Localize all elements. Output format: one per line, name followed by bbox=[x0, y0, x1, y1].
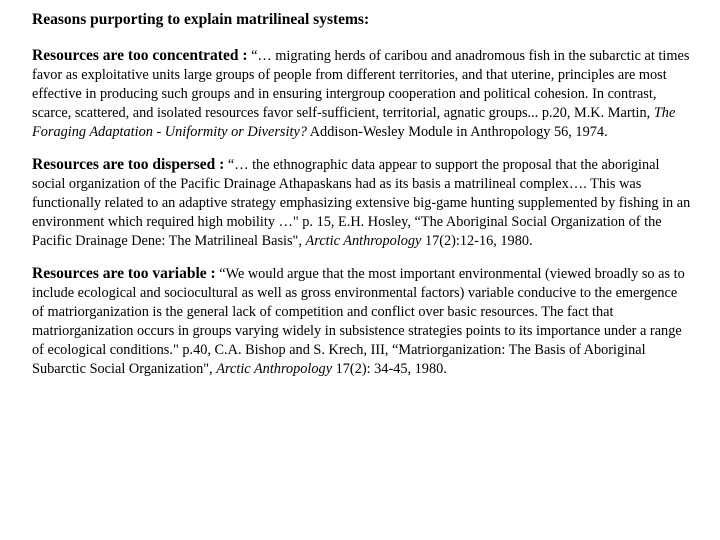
section-heading-dispersed: Resources are too dispersed : bbox=[32, 156, 225, 173]
section-dispersed bbox=[32, 155, 692, 251]
citation-source-concentrated: Addison-Wesley Module in Anthropology 56, 1974. bbox=[306, 124, 608, 140]
citation-source-variable: 17(2): 34-45, 1980. bbox=[332, 361, 447, 377]
section-body-variable: “We would argue that the most important environmental (viewed broadly so as to include ecological and sociocultural as well as gross environmental factors) variable conducive to the emergence of matriorganization is the general lack of competition and conflict over basic resources. The fact that matriorganization occurs in groups varying widely in subsistence strategies points to its importance under a range of ecological conditions." p.40, C.A. Bishop and S. Krech, III, “Matriorganization: The Basis of Aboriginal Subarctic Social Organization", bbox=[32, 266, 685, 377]
citation-title-concentrated: The Foraging Adaptation - Uniformity or Diversity? bbox=[32, 105, 676, 140]
citation-source-dispersed: 17(2):12-16, 1980. bbox=[421, 233, 533, 249]
section-heading-variable: Resources are too variable : bbox=[32, 265, 216, 282]
citation-journal-variable: Arctic Anthropology bbox=[216, 361, 333, 377]
section-heading-concentrated: Resources are too concentrated : bbox=[32, 47, 248, 64]
page-title: Reasons purporting to explain matrilineal systems: bbox=[32, 11, 370, 28]
section-variable bbox=[32, 264, 692, 379]
section-body-concentrated: “… migrating herds of caribou and anadromous fish in the subarctic at times favor as exploitative units large groups of people from different territories, and that uterine, principles are most effective in producing such groups and in ensuring intergroup cooperation and political cohesion. In contrast, scarce, scattered, and isolated resources favor self-sufficient, territorial, agnatic groups... p.20, M.K. Martin, bbox=[32, 48, 690, 121]
citation-journal-dispersed: Arctic Anthropology bbox=[305, 233, 422, 249]
section-body-dispersed: “… the ethnographic data appear to support the proposal that the aboriginal social organization of the Pacific Drainage Athapaskans had as its basis a matrilineal complex…. This was functionally related to an adaptive strategy emphasizing extensive big-game hunting supplemented by fishing in an environment which required high mobility …" p. 15, E.H. Hosley, “The Aboriginal Social Organization of the Pacific Drainage Dene: The Matrilineal Basis", bbox=[32, 157, 691, 249]
section-concentrated bbox=[32, 46, 692, 142]
document-page bbox=[32, 10, 692, 392]
